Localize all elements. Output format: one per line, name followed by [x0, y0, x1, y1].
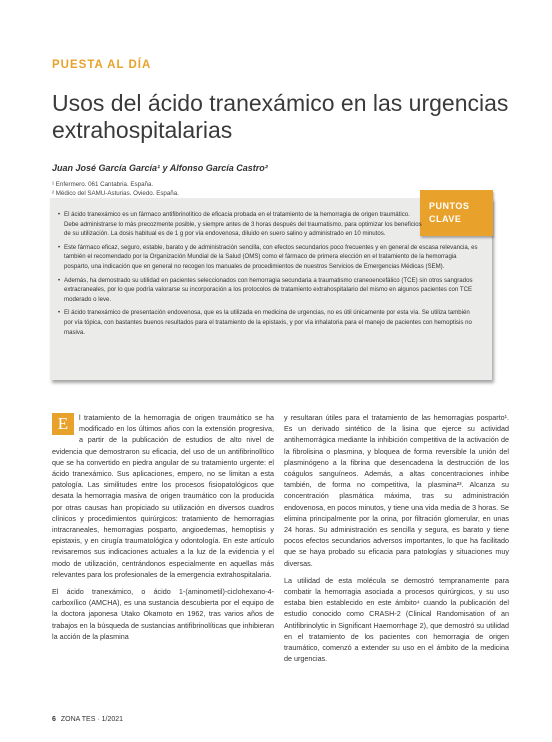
body-paragraph: El ácido tranexámico, o ácido 1-(aminometil)-ciclohexano-4-carboxílico (AMCHA), es una sustancia descubierta por el equipo de la doctora japonesa Utako Okamoto en 1962, tras varios años de trabajos en la búsqueda de sustancias antifibrinolíticas que inhibieran la acción de la plasmina — [52, 587, 274, 641]
affiliation-2: ² Médico del SAMU-Asturias. Oviedo. España. — [52, 190, 179, 197]
key-point-text: Este fármaco eficaz, seguro, estable, barato y de administración sencilla, con efectos secundarios poco frecuentes y en general de escasa relevancia, es también el recomendado por la Organización Mundial de la Salud (OMS) como el fármaco de primera elección en el tratamiento de la hemorragia posparto, una indicación que en general no recogen los manuales de procedimientos de nuestros Servicios de Emergencias Médicas (SEM). — [64, 243, 478, 270]
bullet-dot-icon: • — [58, 276, 61, 284]
key-points-list — [58, 210, 478, 341]
bullet-dot-icon: • — [58, 243, 61, 251]
bullet-dot-icon: • — [58, 309, 61, 317]
key-point — [58, 276, 478, 305]
key-point-text: El ácido tranexámico es un fármaco antifibrinolítico de eficacia probada en el tratamiento de la hemorragia de origen traumático. Debe administrarse lo más precozmente posible, y siempre antes de 3 horas después del traumatismo, para optimizar los beneficios de su utilización. La dosis habitual es de 1 g por vía endovenosa, diluido en suero salino y administrado en 10 minutos. — [64, 211, 422, 238]
body-paragraph — [52, 412, 274, 580]
key-points-badge-line2: CLAVE — [429, 214, 462, 224]
bullet-dot-icon: • — [58, 211, 61, 218]
page-number: 6 — [52, 716, 56, 723]
body-column-2 — [284, 412, 509, 670]
key-point-text: Además, ha demostrado su utilidad en pacientes seleccionados con hemorragia secundaria a traumatismo craneoencefálico (TCE) sin otros sangrados extracraneales, por lo que podría valorarse su incorporación a los protocolos de tratamiento extrahospitalario del mismo en algunos pacientes con TCE moderado o leve. — [64, 276, 473, 303]
key-point-text: El ácido tranexámico de presentación endovenosa, que es la utilizada en medicina de urgencias, no es útil únicamente por esta vía. Se utiliza también por vía tópica, con bastantes buenos resultados para el tratamiento de la epistaxis, y por vía inhalatoria para el manejo de pacientes con hemoptisis no masiva. — [64, 309, 472, 336]
body-column-1 — [52, 412, 274, 648]
article-title: Usos del ácido tranexámico en las urgencias extrahospitalarias — [52, 90, 509, 143]
affiliations — [52, 180, 179, 198]
body-paragraph-text: l tratamiento de la hemorragia de origen traumático se ha modificado en los últimos años con la extensión progresiva, a partir de la publicación de estudios de alto nivel de evidencia que demostraron su eficacia, del uso de un antifibrinolítico que se ha convertido en piedra angular de su tratamiento urgente: el ácido tranexámico. Sus aplicaciones, empero, no se limitan a esta patología. Las similitudes entre los procesos fisiopatológicos que desata la hemorragia masiva de origen traumático con la producida por otras causas han propiciado su utilización en diversos cuadros clínicos y procedimientos quirúrgicos: tratamiento de hemorragias intracraneales, hemorragias posparto, angioedemas, hemoptisis y epistaxis, y en cirugía traumatológica y odontología. En este artículo revisaremos sus indicaciones actuales a la luz de la evidencia y el modo de utilización, centrándonos especialmente en aquellas más relevantes para los profesionales de la emergencia extrahospitalaria. — [52, 413, 274, 579]
body-paragraph: La utilidad de esta molécula se demostró tempranamente para combatir la hemorragia asociada a procesos quirúrgicos, y su uso estaba bien establecido en este ámbito⁴ cuando la publicación del estudio conocido como CRASH-2 (Clinical Randomisation of an Antifibrinolytic in Significant Haemorrhage 2), que demostró su utilidad en el tratamiento de los pacientes con hemorragia de origen traumático, comenzó a extender su uso en el ámbito de la medicina de urgencias. — [284, 575, 509, 664]
key-point — [58, 210, 478, 239]
authors: Juan José García García¹ y Alfonso García Castro² — [52, 163, 268, 173]
key-points-badge-line1: PUNTOS — [429, 201, 470, 211]
section-label: PUESTA AL DÍA — [52, 59, 152, 71]
affiliation-1: ¹ Enfermero. 061 Cantabria. España. — [52, 181, 154, 188]
body-paragraph: y resultaran útiles para el tratamiento de las hemorragias posparto¹. Es un derivado sintético de la lisina que ejerce su actividad antihemorrágica mediante la inhibición competitiva de la activación de la fibrolisina o plasmina, y bloquea de forma reversible la unión del plasminógeno a la fibrina que desencadena la destrucción de los coágulos sanguíneos. Además, a altas concentraciones inhibe también, de forma no competitiva, la plasmina²³. Alcanza su concentración plasmática máxima, tras su administración endovenosa, en pocos minutos, y tiene una vida media de 3 horas. Se elimina principalmente por la orina, por filtración glomerular, en unas 24 horas. Su administración es sencilla y segura, es barato y tiene pocos efectos secundarios adversos importantes, lo que ha facilitado que se haya probado su eficacia para patologías y situaciones muy diversas. — [284, 413, 509, 568]
drop-cap: E — [52, 413, 74, 435]
journal-issue: ZONA TES · 1/2021 — [60, 716, 124, 723]
page-footer — [52, 716, 123, 723]
key-point — [58, 243, 478, 272]
key-point — [58, 308, 478, 337]
